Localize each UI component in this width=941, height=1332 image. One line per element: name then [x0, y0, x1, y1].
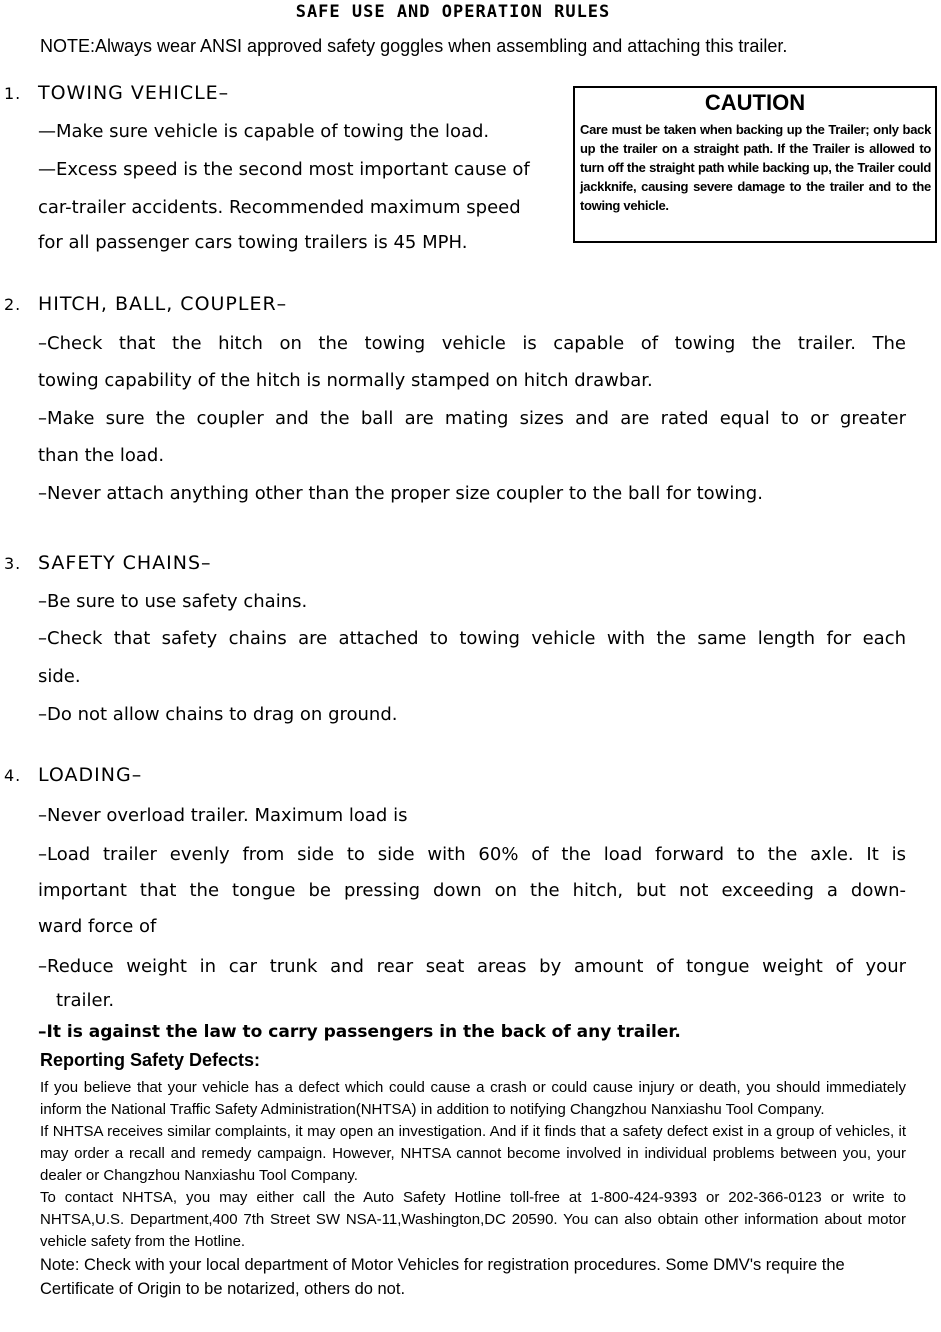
caution-body: Care must be taken when backing up the Trailer; only back up the trailer on a straight path. If the Trailer is allowed to turn off the straight path while backing up, the Trailer could jackknife, causing severe damage to the trailer and to the towing vehicle.: [580, 122, 931, 213]
reporting-paragraph: If you believe that your vehicle has a defect which could cause a crash or could cause injury or death, you should immediately inform the National Traffic Safety Administration(NHTSA) in addition to notifying Changzhou Nanxiashu Tool Company.: [40, 1079, 906, 1118]
section-line: –Make sure the coupler and the ball are mating sizes and are rated equal to or greater: [38, 408, 906, 429]
section-line: side.: [38, 666, 81, 687]
section-line: –Check that the hitch on the towing vehicle is capable of towing the trailer. The: [38, 333, 906, 354]
section-line: –Check that safety chains are attached to towing vehicle with the same length for each: [38, 628, 906, 649]
section-number: 2.: [4, 295, 22, 314]
reporting-section: [40, 1050, 906, 1301]
caution-title: CAUTION: [704, 90, 806, 115]
section-line: ward force of: [38, 916, 157, 937]
section-line: for all passenger cars towing trailers is 45 MPH.: [38, 232, 468, 253]
section-line: than the load.: [38, 445, 165, 466]
section-number: 3.: [4, 554, 22, 573]
section-title: SAFETY CHAINS–: [38, 552, 212, 574]
section-title: LOADING–: [38, 764, 143, 786]
section-line: trailer.: [56, 990, 115, 1011]
reporting-heading: Reporting Safety Defects:: [40, 1050, 261, 1070]
section-line: towing capability of the hitch is normally stamped on hitch drawbar.: [38, 370, 653, 391]
section-title: HITCH, BALL, COUPLER–: [38, 293, 288, 315]
document-title: SAFE USE AND OPERATION RULES: [295, 2, 611, 22]
section-line: –Never overload trailer. Maximum load is: [38, 805, 408, 826]
reporting-paragraph: If NHTSA receives similar complaints, it may open an investigation. And if it finds that a safety defect exist in a group of vehicles, it may order a recall and remedy campaign. However, NHTSA cannot become involved in individual problems between you, your dealer or Changzhou Nanxiashu Tool Company.: [40, 1123, 906, 1184]
registration-note: Note: Check with your local department of Motor Vehicles for registration procedures. Some DMV's require the Certificate of Origin to be notarized, others do not.: [40, 1256, 845, 1298]
section-line: car-trailer accidents. Recommended maximum speed: [38, 197, 521, 218]
reporting-paragraph: To contact NHTSA, you may either call the Auto Safety Hotline toll-free at 1-800-424-9393 or 202-366-0123 or write to NHTSA,U.S. Department,400 7th Street SW NSA-11,Washington,DC 20590. You can also obtain other information about motor vehicle safety from the Hotline.: [40, 1189, 906, 1250]
section-line: important that the tongue be pressing down on the hitch, but not exceeding a down-: [38, 880, 906, 901]
section-line: –Load trailer evenly from side to side with 60% of the load forward to the axle. It is: [38, 844, 906, 865]
section-line: —Excess speed is the second most important cause of: [38, 159, 530, 180]
caution-box: [573, 86, 937, 243]
section-line: —Make sure vehicle is capable of towing the load.: [38, 121, 490, 142]
section-title: TOWING VEHICLE–: [38, 82, 230, 104]
section-line: –Reduce weight in car trunk and rear seat areas by amount of tongue weight of your: [38, 956, 906, 977]
section-line: –Do not allow chains to drag on ground.: [38, 704, 398, 725]
section-line: –Be sure to use safety chains.: [38, 591, 308, 612]
safety-note: NOTE:Always wear ANSI approved safety goggles when assembling and attaching this trailer.: [40, 36, 788, 56]
section-line: –Never attach anything other than the proper size coupler to the ball for towing.: [38, 483, 763, 504]
section-line: –It is against the law to carry passengers in the back of any trailer.: [38, 1022, 681, 1042]
section-number: 1.: [4, 84, 22, 103]
section-number: 4.: [4, 766, 22, 785]
